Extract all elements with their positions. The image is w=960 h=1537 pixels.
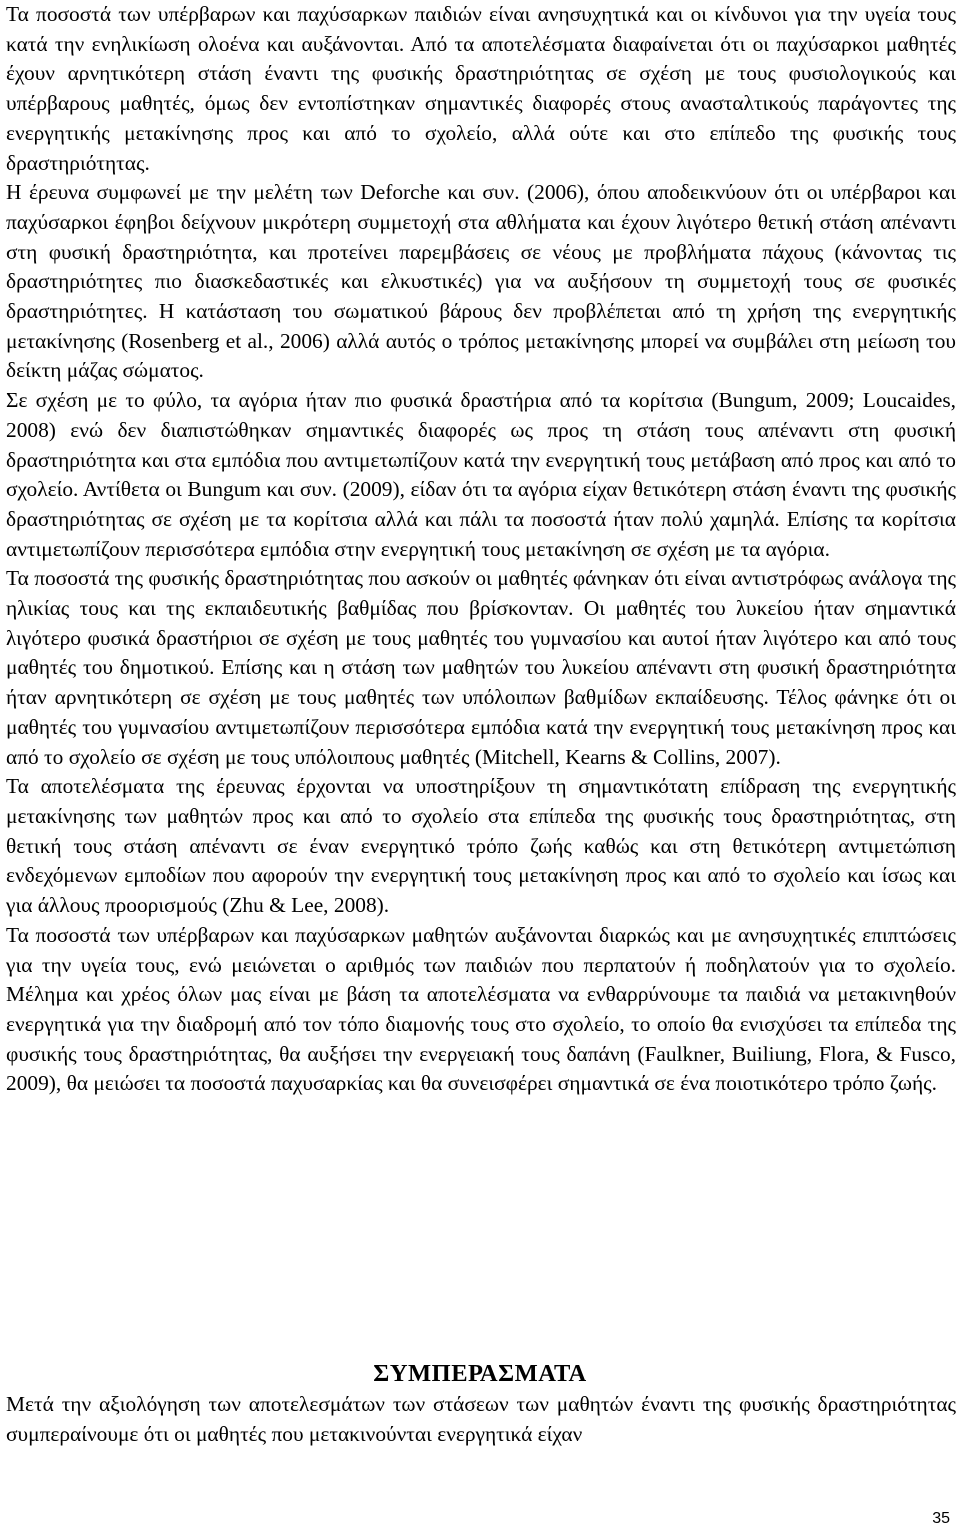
- paragraph-3: Σε σχέση με το φύλο, τα αγόρια ήταν πιο φυσικά δραστήρια από τα κορίτσια (Bungum, 2009; Loucaides, 2008) ενώ δεν διαπιστώθηκαν σημαντικές διαφορές ως προς τη στάση τους απέναντι στη φυσική δραστηριότητα και στα εμπόδια που αντιμετωπίζουν κατά την ενεργητική τους μετάβαση από προς και από το σχολείο. Αντίθετα οι Bungum και συν. (2009), είδαν ότι τα αγόρια είχαν θετικότερη στάση έναντι της φυσικής δραστηριότητας σε σχέση με τα κορίτσια αλλά και πάλι τα ποσοστά ήταν πολύ χαμηλά. Επίσης τα κορίτσια αντιμετωπίζουν περισσότερα εμπόδια στην ενεργητική τους μετακίνηση σε σχέση με τα αγόρια.: [6, 388, 956, 561]
- conclusion-section: [6, 1390, 956, 1449]
- body-text: [6, 0, 956, 1099]
- paragraph-2: Η έρευνα συμφωνεί με την μελέτη των Deforche και συν. (2006), όπου αποδεικνύουν ότι οι υπέρβαροι και παχύσαρκοι έφηβοι δείχνουν μικρότερη συμμετοχή στα αθλήματα και έχουν λιγότερο θετική στάση απέναντι στη φυσική δραστηριότητα, και προτείνει παρεμβάσεις σε νέους με προβλήματα πάχους (κάνοντας τις δραστηριότητες πιο διασκεδαστικές και ελκυστικές) για να αυξήσουν τη συμμετοχή τους σε φυσικές δραστηριότητες. Η κατάσταση του σωματικού βάρους δεν προβλέπεται από τη χρήση της ενεργητικής μετακίνησης (Rosenberg et al., 2006) αλλά αυτός ο τρόπος μετακίνησης μπορεί να συμβάλει στη μείωση του δείκτη μάζας σώματος.: [6, 180, 956, 383]
- paragraph-5: Τα αποτελέσματα της έρευνας έρχονται να υποστηρίξουν τη σημαντικότατη επίδραση της ενεργητικής μετακίνησης των μαθητών προς και από το σχολείο στα επίπεδα της φυσικής τους δραστηριότητας, στη θετική τους στάση απέναντι σε έναν ενεργητικό τρόπο ζωής καθώς και στη θετικότερη αντιμετώπιση ενδεχόμενων εμποδίων που αφορούν την ενεργητική τους μετακίνηση προς και από το σχολείο και ίσως και για άλλους προορισμούς (Zhu & Lee, 2008).: [6, 774, 956, 918]
- paragraph-4: Τα ποσοστά της φυσικής δραστηριότητας που ασκούν οι μαθητές φάνηκαν ότι είναι αντιστρόφως ανάλογα της ηλικίας τους και της εκπαιδευτικής βαθμίδας που βρίσκονταν. Οι μαθητές του λυκείου ήταν σημαντικά λιγότερο φυσικά δραστήριοι σε σχέση με τους μαθητές του γυμνασίου και αυτοί ήταν λιγότερο και από τους μαθητές του δημοτικού. Επίσης και η στάση των μαθητών του λυκείου απέναντι στη φυσική δραστηριότητα ήταν αρνητικότερη σε σχέση με τους μαθητές των υπόλοιπων βαθμίδων εκπαίδευσης. Τέλος φάνηκε ότι οι μαθητές του γυμνασίου αντιμετωπίζουν περισσότερα εμπόδια κατά την ενεργητική τους μετακίνηση προς και από το σχολείο σε σχέση με τους υπόλοιπους μαθητές (Mitchell, Kearns & Collins, 2007).: [6, 566, 956, 769]
- page-number: 35: [932, 1510, 950, 1527]
- paragraph-1: Τα ποσοστά των υπέρβαρων και παχύσαρκων παιδιών είναι ανησυχητικά και οι κίνδυνοι για την υγεία τους κατά την ενηλικίωση ολοένα και αυξάνονται. Από τα αποτελέσματα διαφαίνεται ότι οι παχύσαρκοι μαθητές έχουν αρνητικότερη στάση έναντι της φυσικής δραστηριότητας σε σχέση με τους φυσιολογικούς και υπέρβαρους μαθητές, όμως δεν εντοπίστηκαν σημαντικές διαφορές στους ανασταλτικούς παράγοντες της ενεργητικής μετακίνησης προς και από το σχολείο, αλλά ούτε και στο επίπεδο της φυσικής τους δραστηριότητας.: [6, 2, 956, 175]
- paragraph-6: Τα ποσοστά των υπέρβαρων και παχύσαρκων μαθητών αυξάνονται διαρκώς και με ανησυχητικές επιπτώσεις για την υγεία τους, ενώ μειώνεται ο αριθμός των παιδιών που περπατούν ή ποδηλατούν για το σχολείο. Μέλημα και χρέος όλων μας είναι με βάση τα αποτελέσματα να ενθαρρύνουμε τα παιδιά να μετακινηθούν ενεργητικά για την διαδρομή από τον τόπο διαμονής τους στο σχολείο, το οποίο θα ενισχύσει τα επίπεδα της φυσικής τους δραστηριότητας, θα αυξήσει την ενεργειακή τους δαπάνη (Faulkner, Builiung, Flora, & Fusco, 2009), θα μειώσει τα ποσοστά παχυσαρκίας και θα συνεισφέρει σημαντικά σε ένα ποιοτικότερο τρόπο ζωής.: [6, 922, 956, 1096]
- section-heading: ΣΥΜΠΕΡΑΣΜΑΤΑ: [373, 1360, 587, 1387]
- conclusion-paragraph: Μετά την αξιολόγηση των αποτελεσμάτων των στάσεων των μαθητών έναντι της φυσικής δραστηριότητας συμπεραίνουμε ότι οι μαθητές που μετακινούνται ενεργητικά είχαν: [6, 1392, 956, 1446]
